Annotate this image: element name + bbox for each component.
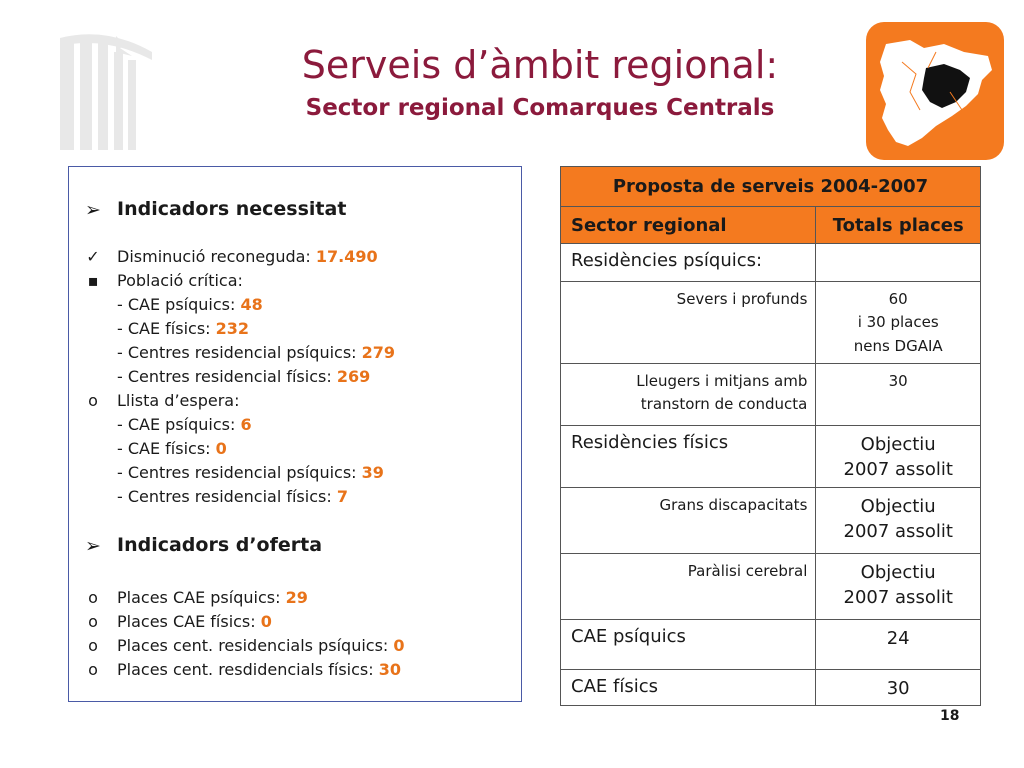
table-caption: Proposta de serveis 2004-2007	[561, 167, 981, 207]
indicator-line	[117, 295, 263, 314]
row-label: CAE psíquics	[561, 620, 816, 670]
table-row	[561, 426, 981, 488]
row-label: CAE físics	[561, 670, 816, 706]
row-label: Residències físics	[561, 426, 816, 488]
row-label: Lleugers i mitjans amb transtorn de conducta	[561, 364, 816, 426]
row-value: 60 i 30 places nens DGAIA	[816, 282, 981, 364]
services-table	[560, 166, 981, 706]
row-value: 30	[816, 364, 981, 426]
row-value	[816, 244, 981, 282]
indicator-label: Places cent. residencials psíquics:	[117, 636, 394, 655]
indicator-line	[117, 343, 395, 362]
indicator-line	[117, 588, 308, 607]
indicator-value: 39	[361, 463, 384, 482]
indicator-line	[117, 636, 405, 655]
indicator-value: 7	[336, 487, 348, 506]
list-bullet-icon: o	[88, 636, 98, 655]
indicator-label: - Centres residencial psíquics:	[117, 343, 362, 362]
table-row	[561, 670, 981, 706]
column-header-totals: Totals places	[816, 207, 981, 244]
indicator-line	[117, 319, 249, 338]
indicator-line	[117, 612, 272, 631]
list-bullet-icon: o	[88, 612, 98, 631]
list-bullet-icon: o	[88, 660, 98, 679]
indicator-value: 30	[378, 660, 401, 679]
indicator-value: 269	[336, 367, 371, 386]
indicators-panel	[68, 166, 522, 702]
indicator-label: Places cent. resdidencials físics:	[117, 660, 379, 679]
indicator-value: 6	[240, 415, 252, 434]
indicator-label: - CAE psíquics:	[117, 295, 241, 314]
list-bullet-icon: ✓	[86, 247, 100, 266]
indicator-line	[117, 660, 401, 679]
table-row	[561, 364, 981, 426]
table-row	[561, 620, 981, 670]
indicator-value: 48	[240, 295, 263, 314]
row-label: Paràlisi cerebral	[561, 554, 816, 620]
row-label: Severs i profunds	[561, 282, 816, 364]
page-title: Serveis d’àmbit regional:	[301, 43, 779, 87]
indicator-value: 0	[393, 636, 405, 655]
indicator-label: - CAE físics:	[117, 319, 216, 338]
row-value: Objectiu 2007 assolit	[816, 488, 981, 554]
institution-logo	[56, 30, 156, 155]
indicator-label: - Centres residencial físics:	[117, 367, 337, 386]
column-header-sector: Sector regional	[561, 207, 816, 244]
row-label: Residències psíquics:	[561, 244, 816, 282]
indicator-line	[117, 439, 227, 458]
need-heading: Indicadors necessitat	[117, 198, 347, 220]
indicator-line	[117, 391, 240, 410]
catalonia-map-icon	[866, 22, 1004, 160]
indicator-value: 0	[260, 612, 272, 631]
table-row	[561, 244, 981, 282]
indicator-line	[117, 415, 252, 434]
table-row	[561, 554, 981, 620]
offer-heading: Indicadors d’oferta	[117, 534, 323, 556]
indicator-value: 232	[215, 319, 250, 338]
indicator-line	[117, 487, 348, 506]
indicator-value: 279	[361, 343, 396, 362]
indicator-label: Població crítica:	[117, 271, 243, 290]
list-bullet-icon: o	[88, 588, 98, 607]
indicator-line	[117, 367, 370, 386]
page-subtitle: Sector regional Comarques Centrals	[305, 95, 775, 121]
indicator-value: 0	[215, 439, 227, 458]
row-value: Objectiu 2007 assolit	[816, 426, 981, 488]
indicator-label: Disminució reconeguda:	[117, 247, 316, 266]
row-value: 30	[816, 670, 981, 706]
indicator-label: - Centres residencial psíquics:	[117, 463, 362, 482]
table-row	[561, 282, 981, 364]
indicator-line	[117, 271, 243, 290]
list-bullet-icon: ▪	[87, 271, 99, 290]
indicator-label: - CAE psíquics:	[117, 415, 241, 434]
indicator-line	[117, 463, 384, 482]
indicator-line	[117, 247, 378, 266]
indicator-label: - CAE físics:	[117, 439, 216, 458]
row-value: Objectiu 2007 assolit	[816, 554, 981, 620]
row-value: 24	[816, 620, 981, 670]
row-label: Grans discapacitats	[561, 488, 816, 554]
page-number: 18	[940, 708, 960, 724]
indicator-label: Places CAE psíquics:	[117, 588, 286, 607]
indicator-value: 17.490	[315, 247, 378, 266]
arrow-bullet-icon: ➢	[85, 535, 101, 557]
indicator-label: Places CAE físics:	[117, 612, 261, 631]
indicator-value: 29	[285, 588, 308, 607]
table-row	[561, 488, 981, 554]
arrow-bullet-icon: ➢	[85, 199, 101, 221]
list-bullet-icon: o	[88, 391, 98, 410]
indicator-label: - Centres residencial físics:	[117, 487, 337, 506]
indicator-label: Llista d’espera:	[117, 391, 240, 410]
